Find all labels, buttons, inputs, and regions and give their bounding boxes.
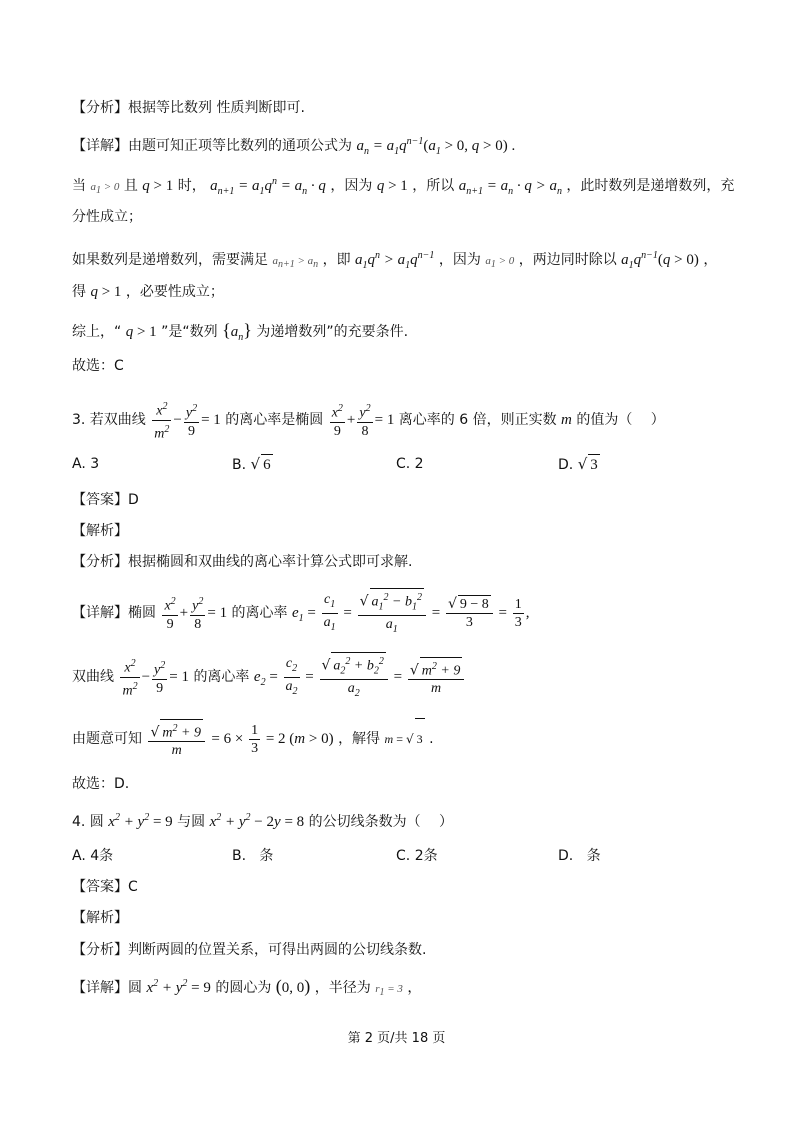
q3-known-end: . [429, 731, 434, 747]
text-get: 得 [72, 284, 86, 300]
q4-mid: 与圆 [177, 814, 206, 830]
text-choose: 故选：C [72, 358, 124, 374]
q4-option-a: A. 4条 [72, 848, 114, 864]
text-time: 时， [177, 178, 206, 194]
necessity-conclusion: 得 q > 1 ，必要性成立； [72, 284, 224, 300]
q4-answer: 【答案】C [72, 879, 138, 895]
q4-option-c: C. 2条 [396, 848, 438, 864]
q4-option-b: B. 条 [232, 848, 274, 864]
q3-mid: 的离心率是椭圆 [225, 412, 324, 429]
analysis-text: 【分析】根据等比数列 性质判断即可. [72, 100, 305, 116]
text-namely: ，即 [322, 252, 351, 268]
q3-fenxi: 【分析】根据椭圆和双曲线的离心率计算公式即可求解. [72, 554, 413, 570]
q3-prefix: 3. 若双曲线 [72, 412, 146, 429]
summary-line: 综上，“ q > 1 ”是“数列 $\{a_n\}$ 为递增数列”的充要条件. [72, 320, 409, 343]
q4-detail-mid2: ，半径为 [314, 980, 371, 996]
text-if: 如果数列是递增数列，需要满足 [72, 252, 268, 268]
q3-detail-ellipse: 【详解】椭圆 $\frac{x^2}{9}$ + $\frac{y^2}{8}$ = 1 的离心率 $e_1$ = $\frac{c_1}{a_1}$ = $\frac{√ a_1^2 - b_1^2}{a_1}$ = $\frac{√ 9 - 8}{3}$ = $\frac{1}{3}$ , [72, 588, 529, 639]
formula-general-term: $a_n = a_1q^{n-1}$ [356, 136, 424, 157]
necessity-line: 如果数列是递增数列，需要满足 $a_{n+1} > a_n$ ，即 $a_1q^n > a_1q^{n-1}$ ，因为 $a_1 > 0$ ，两边同时除以 $a_1q^{n-1}(q > 0)$ ， [72, 250, 718, 271]
text-because: ，因为 [330, 178, 373, 194]
q3-suffix: 离心率的 6 倍，则正实数 [398, 412, 557, 429]
text-and: 且 [123, 178, 138, 194]
q4-detail-mid: 的圆心为 [215, 980, 272, 996]
q3-answer: 【答案】D [72, 492, 139, 508]
text-sufficient: 分性成立； [72, 209, 142, 225]
text-necessary: ，必要性成立； [125, 284, 224, 300]
text-divide: ，两边同时除以 [518, 252, 617, 268]
q3-known-mid: ，解得 [338, 731, 381, 747]
q3-option-a: A. 3 [72, 456, 100, 472]
question-3: 3. 若双曲线 $\frac{x^2}{m^2}$ − $\frac{y^2}{9}$ = 1 的离心率是椭圆 $\frac{x^2}{9}$ + $\frac{y^2}{8}$ = 1 离心率的 6 倍，则正实数 m 的值为（ ） [72, 398, 665, 442]
detail-line: 【详解】由题可知正项等比数列的通项公式为 $a_n = a_1q^{n-1}(a_1 > 0$, q > 0) . [72, 136, 516, 157]
analysis-line [72, 98, 305, 118]
text-because2: ，因为 [438, 252, 481, 268]
text-summary-a: 综上，“ [72, 324, 122, 340]
q3-detail-hyperbola: 双曲线 $\frac{x^2}{m^2}$ − $\frac{y^2}{9}$ = 1 的离心率 $e_2$ = $\frac{c_2}{a_2}$ = $\frac{√ a_2^2 + b_2^2}{a_2}$ = $\frac{√ m^2 + 9}{m}$ [72, 652, 466, 703]
text-summary-c: 为递增数列”的充要条件. [256, 324, 409, 340]
text-comma: ， [703, 252, 718, 268]
q4-detail-prefix: 【详解】圆 [72, 980, 142, 996]
q3-hyper-prefix: 双曲线 [72, 669, 114, 686]
q4-fenxi: 【分析】判断两圆的位置关系，可得出两圆的公切线条数. [72, 942, 427, 958]
q4-option-d: D. 条 [558, 848, 601, 864]
text-when: 当 [72, 178, 86, 194]
q3-option-b: B. √ 6 [232, 455, 271, 473]
sufficiency-line: 当 $a_1 > 0$ 且 q > 1 时， $a_{n+1} = a_1q^n = a_n \cdot q$ ，因为 q > 1 ，所以 $a_{n+1} = a_n \cdot q > a_n$ ，此时数列是递增数列，充 [72, 176, 735, 197]
q3-detail-mid: 的离心率 [231, 605, 288, 622]
page-number: 第 2 页/共 18 页 [347, 1031, 446, 1046]
q4-analysis-label: 【解析】 [72, 910, 128, 926]
sufficiency-conclusion [72, 207, 142, 227]
q4-suffix: 的公切线条数为（ ） [308, 814, 454, 830]
q3-known-prefix: 由题意可知 [72, 731, 142, 747]
text-summary-b: ”是“数列 [161, 324, 218, 340]
q3-analysis-label: 【解析】 [72, 523, 128, 539]
q4-detail: 【详解】圆 $x^2 + y^2 = 9$ 的圆心为 (0, 0) ，半径为 $r_1 = 3$ ， [72, 976, 422, 999]
question-4: 4. 圆 $x^2 + y^2 = 9$ 与圆 $x^2 + y^2 - 2y = 8$ 的公切线条数为（ ） [72, 812, 454, 830]
q3-suffix2: 的值为（ ） [576, 412, 665, 429]
q4-detail-end: ， [407, 980, 422, 996]
choose-line [72, 356, 124, 376]
text-so: ，所以 [412, 178, 455, 194]
q3-hyper-mid: 的离心率 [193, 669, 250, 686]
q3-known: 由题意可知 $\frac{√ m^2 + 9}{m}$ = 6 × $\frac{1}{3}$ = 2 (m > 0) ，解得 m = √ 3 . [72, 718, 434, 759]
q3-option-c: C. 2 [396, 456, 424, 472]
detail-text: 【详解】由题可知正项等比数列的通项公式为 [72, 138, 352, 154]
page-footer [0, 1027, 793, 1046]
q3-choose: 故选：D. [72, 776, 130, 792]
q3-detail-prefix: 【详解】椭圆 [72, 605, 156, 622]
q4-prefix: 4. 圆 [72, 814, 104, 830]
text-increasing: ，此时数列是递增数列，充 [566, 178, 735, 194]
q3-option-d: D. √ 3 [558, 455, 598, 473]
